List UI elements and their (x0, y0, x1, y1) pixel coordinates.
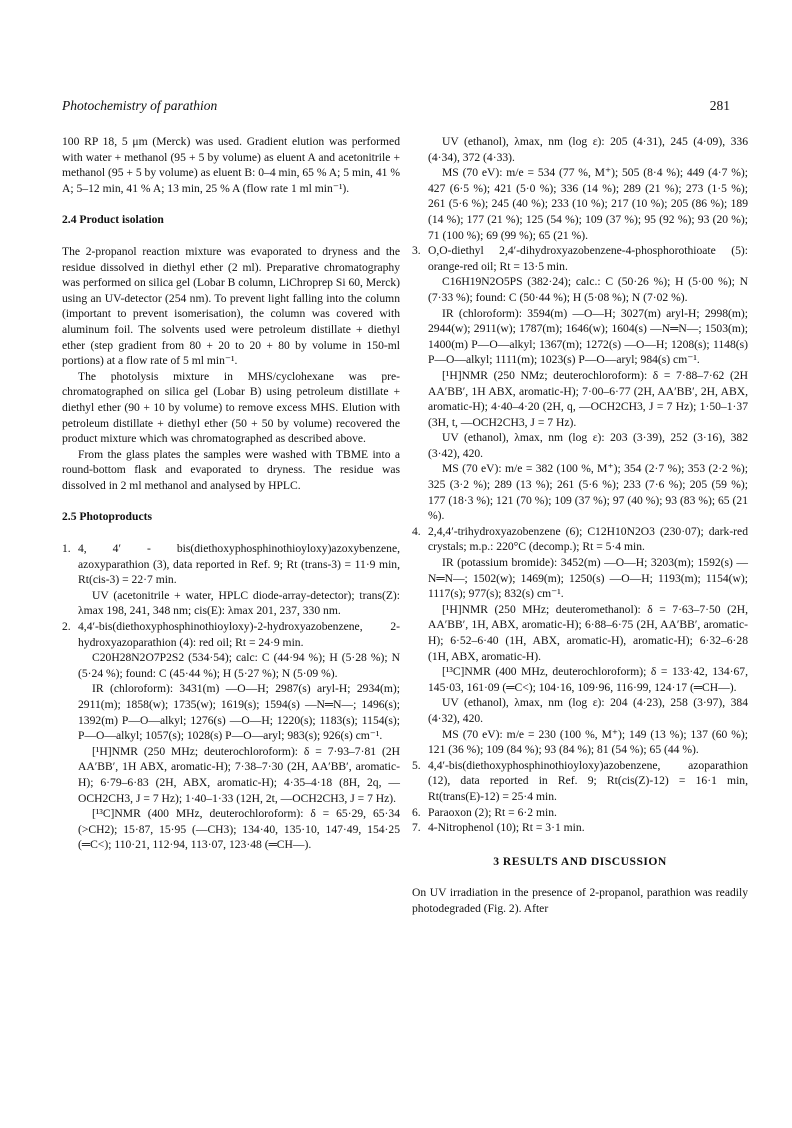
item2-uv: UV (ethanol), λmax, nm (log ε): 205 (4·31), 245 (4·09), 336 (4·34), 372 (4·33). (428, 135, 748, 164)
list-item (412, 758, 748, 805)
isolation-paragraph-2: The photolysis mixture in MHS/cyclohexane was pre-chromatographed on silica gel (Lobar B) using petroleum distillate + diethyl ether (90 + 10 by volume) to remove excess MHS. Elution with petroleum distillate + diethyl ether (50 + 50 by volume) recovered the product mixture which was chromatographed as described above. (62, 369, 400, 446)
item2-cnmr: [¹³C]NMR (400 MHz, deuterochloroform): δ = 65·29, 65·34 (>CH2); 15·87, 15·95 (—CH3); 134·40, 135·10, 147·49, 154·25 (═C<); 110·21, 112·94, 113·07, 123·48 (═CH—). (78, 807, 400, 852)
list-item (412, 820, 748, 836)
list-item-number: 2. (62, 620, 71, 634)
item4-ms: MS (70 eV): m/e = 230 (100 %, M⁺); 149 (13 %); 137 (60 %); 121 (36 %); 109 (84 %); 93 (84 %); 81 (54 %); 65 (44 %). (428, 727, 748, 757)
item3-ir: IR (chloroform): 3594(m) —O—H; 3027(m) aryl-H; 2998(m); 2944(w); 2911(w); 1787(m); 1646(w); 1604(s) —N═N—; 1503(m); 1400(m) P—O—alkyl; 1367(m); 1272(s) —O—H; 1208(s); 1148(s) P—O—alkyl; 1111(m); 1023(s) P—O—aryl; 984(s) cm⁻¹. (428, 306, 748, 367)
item3-formula: C16H19N2O5PS (382·24); calc.: C (50·26 %); H (5·00 %); N (7·33 %); found: C (50·44 %); H (5·08 %); N (7·02 %). (428, 275, 748, 304)
list-item (412, 243, 748, 274)
item4-hnmr: [¹H]NMR (250 MHz; deuteromethanol): δ = 7·63–7·50 (2H, AA′BB′, 1H, ABX, aromatic-H); 6·88–6·75 (2H, AA′BB′, aromatic-H); 6·52–6·40 (1H, ABX, aromatic-H), aromatic-H); 6·32–6·28 (1H, ABX, aromatic-H). (428, 602, 748, 663)
item1-uv: UV (acetonitrile + water, HPLC diode-array-detector); trans(Z): λmax 198, 241, 348 nm; cis(E): λmax 201, 237, 330 nm. (78, 588, 400, 618)
item2-ms: MS (70 eV): m/e = 534 (77 %, M⁺); 505 (8·4 %); 449 (4·7 %); 427 (6·5 %); 421 (5·0 %); 336 (14 %); 289 (21 %); 273 (1·5 %); 261 (5·6 %); 245 (40 %); 233 (10 %); 217 (10 %); 205 (86 %); 189 (14 %); 177 (21 %); 125 (54 %); 109 (37 %); 95 (92 %); 93 (20 %); 71 (100 %); 69 (99 %); 65 (21 %). (428, 166, 748, 242)
list-item-text: 4,4′-bis(diethoxyphosphinothioyloxy)-2-hydroxyazobenzene, 2-hydroxyazoparathion (4): red oil; Rt = 24·9 min. (78, 620, 400, 649)
item2-formula: C20H28N2O7P2S2 (534·54); calc: C (44·94 %); H (5·28 %); N (5·24 %); found: C (45·44 %); H (5·27 %); N (5·09 %). (78, 651, 400, 680)
item2-hnmr: [¹H]NMR (250 MHz; deuterochloroform): δ = 7·93–7·81 (2H AA′BB′, 1H ABX, aromatic-H); 7·38–7·30 (2H, AA′BB′, aromatic-H); 6·79–6·83 (2H, ABX, aromatic-H); 4·35–4·18 (8H, 2q, —OCH2CH3, J = 7 Hz); 1·40–1·33 (12H, 2t, —OCH2CH3, J = 7 Hz). (78, 744, 400, 805)
item3-ms: MS (70 eV): m/e = 382 (100 %, M⁺); 354 (2·7 %); 353 (2·2 %); 325 (3·2 %); 289 (13 %); 261 (5·6 %); 233 (7·6 %); 205 (59 %); 177 (18·3 %); 121 (70 %); 109 (37 %); 97 (40 %); 93 (83 %); 65 (21 %). (428, 462, 748, 523)
section-heading-product-isolation: 2.4 Product isolation (62, 213, 164, 227)
item4-cnmr: [¹³C]NMR (400 MHz, deuterochloroform); δ = 133·42, 134·67, 145·03, 161·09 (═C<); 104·16, 109·96, 116·99, 124·17 (═CH—). (428, 665, 748, 694)
section-heading-photoproducts: 2.5 Photoproducts (62, 510, 152, 524)
list-item-text: 4,4′-bis(diethoxyphosphinothioyloxy)azobenzene, azoparathion (12), data reported in Ref. 9; Rt(cis(Z)-12) = 16·1 min, Rt(trans(E)-12) = 25·4 min. (428, 758, 748, 803)
item2-ir: IR (chloroform): 3431(m) —O—H; 2987(s) aryl-H; 2934(m); 2911(m); 1858(w); 1735(w); 1619(s); 1594(s) —N═N—; 1496(s); 1392(m) P—O—alkyl; 1276(s) —O—H; 1220(s); 1183(s); 1154(s); P—O—alkyl; 1057(s); 1028(s) P—O—aryl; 983(s); 926(s) cm⁻¹. (78, 682, 400, 743)
list-item (62, 619, 400, 650)
list-item (412, 805, 748, 821)
list-item (62, 541, 400, 588)
results-paragraph: On UV irradiation in the presence of 2-propanol, parathion was readily photodegraded (Fig. 2). After (412, 886, 748, 915)
list-item-number: 6. (412, 805, 421, 819)
item4-ir: IR (potassium bromide): 3452(m) —O—H; 3203(m); 1592(s) —N═N—; 1502(w); 1469(m); 1250(s) —O—H; 1193(m); 1154(w); 1117(s); 977(s); 832(s) cm⁻¹. (428, 556, 748, 601)
right-column (412, 134, 748, 917)
left-column (62, 134, 400, 853)
list-item-text: 2,4,4′-trihydroxyazobenzene (6); C12H10N2O3 (230·07); dark-red crystals; m.p.: 220°C (decomp.); Rt = 5·4 min. (428, 524, 748, 554)
list-item-number: 4. (412, 524, 421, 538)
isolation-paragraph-1: The 2-propanol reaction mixture was evaporated to dryness and the residue dissolved in diethyl ether (2 ml). Preparative chromatography was performed on silica gel (Lobar B column, LiChroprep Si 60, Merck) using an UV-detector (254 nm). To prevent light falling into the column (important to prevent isomerisation), the column was covered with aluminum foil. The solvents used were petroleum distillate + diethyl ether (step gradient from 80 + 20 to 20 + 80 by volume in 150-ml portions) at a flow rate of 5 ml min⁻¹. (62, 244, 400, 368)
section-heading-results: 3 RESULTS AND DISCUSSION (493, 854, 667, 868)
hplc-paragraph: 100 RP 18, 5 μm (Merck) was used. Gradient elution was performed with water + methanol (95 + 5 by volume) as eluent A and acetonitrile + methanol (95 + 5 by volume) as eluent B: 0–4 min, 65 % A; 5 min, 41 % A; 5–12 min, 41 % A; 13 min, 25 % A (flow rate 1 ml min⁻¹). (62, 135, 400, 195)
list-item-text: 4-Nitrophenol (10); Rt = 3·1 min. (428, 821, 585, 835)
list-item-number: 5. (412, 758, 421, 772)
item4-uv: UV (ethanol), λmax, nm (log ε): 204 (4·23), 258 (3·97), 384 (4·32), 420. (428, 696, 748, 725)
list-item-text: O,O-diethyl 2,4′-dihydroxyazobenzene-4-phosphorothioate (5): orange-red oil; Rt = 13·5 min. (428, 244, 748, 273)
list-item-number: 1. (62, 542, 71, 556)
list-item-number: 7. (412, 821, 421, 835)
isolation-paragraph-3: From the glass plates the samples were washed with TBME into a round-bottom flask and evaporated to dryness. The residue was dissolved in 2 ml methanol and analysed by HPLC. (62, 447, 400, 492)
list-item-number: 3. (412, 244, 421, 258)
list-item-text: Paraoxon (2); Rt = 6·2 min. (428, 805, 557, 819)
page-number: 281 (709, 98, 730, 113)
item3-hnmr: [¹H]NMR (250 NMz; deuterochloroform): δ = 7·88–7·62 (2H AA′BB′, 1H ABX, aromatic-H); 7·00–6·77 (2H, AA′BB′, 2H, ABX, aromatic-H); 4·40–4·20 (2H, q, —OCH2CH3, J = 7 Hz); 1·50–1·37 (3H, t, —OCH2CH3, J = 7 Hz). (428, 368, 748, 429)
running-title: Photochemistry of parathion (62, 98, 218, 113)
list-item (412, 524, 748, 555)
item3-uv: UV (ethanol), λmax, nm (log ε): 203 (3·39), 252 (3·16), 382 (3·42), 420. (428, 431, 748, 460)
list-item-text: 4, 4′ - bis(diethoxyphosphinothioyloxy)azoxybenzene, azoxyparathion (3), data reported in Ref. 9; Rt (trans-3) = 11·9 min, Rt(cis-3) = 22·7 min. (78, 542, 400, 587)
